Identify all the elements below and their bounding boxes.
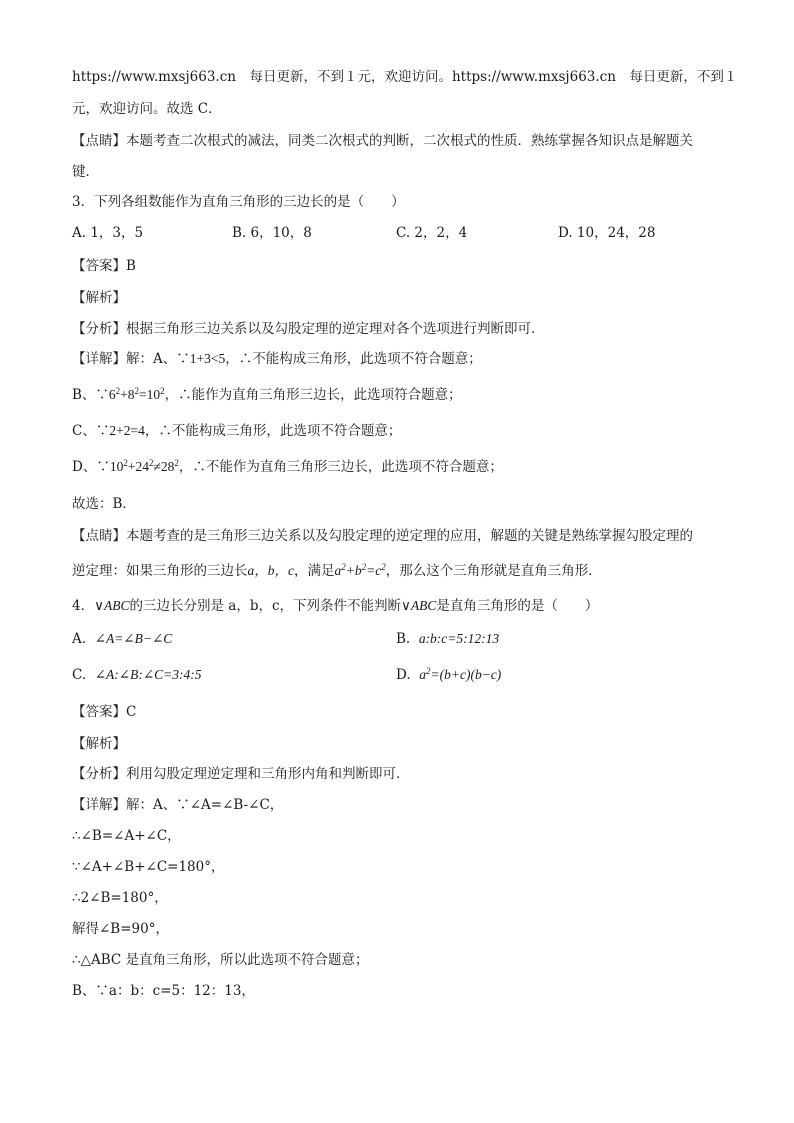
exponent: 2 [148, 458, 154, 468]
exponent: 2 [134, 386, 140, 396]
text-span: 的三边长分别是 a，b，c，下列条件不能判断 [129, 598, 402, 614]
option-label: A. [72, 631, 87, 647]
formula-rhs: (b+c)(b−c) [439, 667, 502, 682]
text-span: ，∴不能构成三角形，此选项不符合题意； [144, 423, 402, 439]
exponent: 2 [115, 386, 121, 396]
q3-option-c: C. 2，2，4 [396, 225, 468, 241]
q3-detail-d [72, 458, 503, 476]
q4-step: ∴△ABC 是直角三角形，所以此选项不符合题意； [72, 952, 369, 968]
q3-option-b: B. 6，10，8 [232, 225, 312, 241]
q3-analysis-heading: 【解析】 [72, 290, 126, 306]
q4-option-d [396, 666, 501, 684]
variable: a [334, 563, 342, 578]
q3-comment-line1: 【点睛】本题考查的是三角形三边关系以及勾股定理的逆定理的应用，解题的关键是熟练掌握勾股定理的 [72, 528, 693, 544]
q3-answer: 【答案】B [72, 258, 136, 274]
q3-conclusion: 故选：B． [72, 496, 136, 512]
q3-detail-c [72, 422, 401, 440]
text-line: 键． [72, 164, 99, 180]
exponent: 2 [425, 666, 431, 676]
option-label: D. [396, 667, 411, 683]
text-span: ，∴不能作为直角三角形三边长，此选项不符合题意； [178, 459, 503, 475]
number: 10 [146, 387, 161, 402]
q3-detail-b [72, 386, 462, 404]
text-line: 【点睛】本题考查二次根式的减法，同类二次根式的判断，二次根式的性质．熟练掌握各知识点是解题关 [72, 133, 693, 149]
text-span: C、∵ [72, 423, 110, 439]
q3-option-d: D. 10，24，28 [558, 225, 656, 241]
q4-option-a [72, 630, 172, 648]
q4-step: B、∵a：b：c=5：12：13， [72, 983, 255, 999]
number: 28 [160, 459, 175, 474]
text-span: ，满足 [294, 563, 335, 579]
text-line: 元，欢迎访问。故选 C． [72, 101, 222, 117]
q4-analysis: 【分析】利用勾股定理逆定理和三角形内角和判断即可． [72, 766, 410, 782]
q4-step: ∴2∠B=180°， [72, 890, 168, 906]
q4-answer: 【答案】C [72, 704, 137, 720]
q3-analysis: 【分析】根据三角形三边关系以及勾股定理的逆定理对各个选项进行判断即可． [72, 321, 545, 337]
exponent: 2 [174, 458, 179, 468]
text-span: ，∴不能构成三角形，此选项不符合题意； [225, 351, 482, 367]
q3-option-a: A. 1，3，5 [72, 225, 144, 241]
triangle-symbol: ∨ABC [94, 598, 130, 613]
number: 8 [127, 387, 135, 402]
exponent: 2 [381, 562, 386, 572]
q4-option-b [396, 630, 499, 648]
q3-detail-a [72, 350, 482, 368]
q4-step: ∵∠A+∠B+∠C=180°， [72, 859, 225, 875]
formula: ∠A:∠B:∠C=3:4:5 [94, 667, 202, 682]
option-label: C. [72, 667, 87, 683]
number: 6 [108, 387, 116, 402]
q4-step: ∴∠B=∠A+∠C， [72, 828, 181, 844]
number: 10 [109, 459, 124, 474]
q4-step: 解得∠B=90°， [72, 921, 169, 937]
option-label: B. [396, 631, 411, 647]
q4-detail-a: 【详解】解：A、∵∠A=∠B-∠C， [72, 797, 284, 813]
text-span: B、∵ [72, 387, 109, 403]
formula: $6^2+8^2=10^2$ [108, 386, 165, 402]
exponent: 2 [160, 386, 165, 396]
question-3-title: 3．下列各组数能作为直角三角形的三边长的是（ ） [72, 194, 405, 210]
exponent: 2 [123, 458, 128, 468]
formula: a:b:c=5:12:13 [418, 631, 500, 646]
formula: $a^2=(b+c)(b-c)$ [419, 666, 502, 682]
formula: $a^2+b^2=c^2$ [334, 562, 386, 578]
formula: 1+3<5 [189, 351, 226, 366]
text-span: D、∵ [72, 459, 110, 475]
text-span: 【详解】解：A、∵ [72, 351, 190, 367]
q4-option-c [72, 666, 202, 684]
q3-comment-line2 [72, 562, 602, 580]
text-span: ，那么这个三角形就是直角三角形． [385, 563, 602, 579]
variable: c [375, 563, 382, 578]
number: 24 [135, 459, 149, 474]
q4-analysis-heading: 【解析】 [72, 736, 126, 752]
triangle-symbol: ∨ABC [401, 598, 437, 613]
formula: ∠A=∠B−∠C [94, 631, 173, 646]
formula: $10^2+24^2\ne 28^2$ [109, 458, 179, 474]
question-4-title [72, 597, 598, 615]
text-span: 逆定理：如果三角形的三边长 [72, 563, 248, 579]
exponent: 2 [361, 562, 367, 572]
variable: a [419, 667, 426, 682]
variable: b [354, 563, 362, 578]
text-span: 4． [72, 598, 95, 614]
header-watermark-line: https://www.mxsj663.cn 每日更新，不到１元，欢迎访问。https://www.mxsj663.cn 每日更新，不到１ [72, 69, 738, 85]
text-span: ，∴能作为直角三角形三边长，此选项符合题意； [164, 387, 462, 403]
formula: 2+2=4 [109, 423, 145, 438]
formula: a，b，c [247, 563, 294, 578]
exponent: 2 [341, 562, 346, 572]
text-span: 是直角三角形的是（ ） [436, 598, 599, 614]
